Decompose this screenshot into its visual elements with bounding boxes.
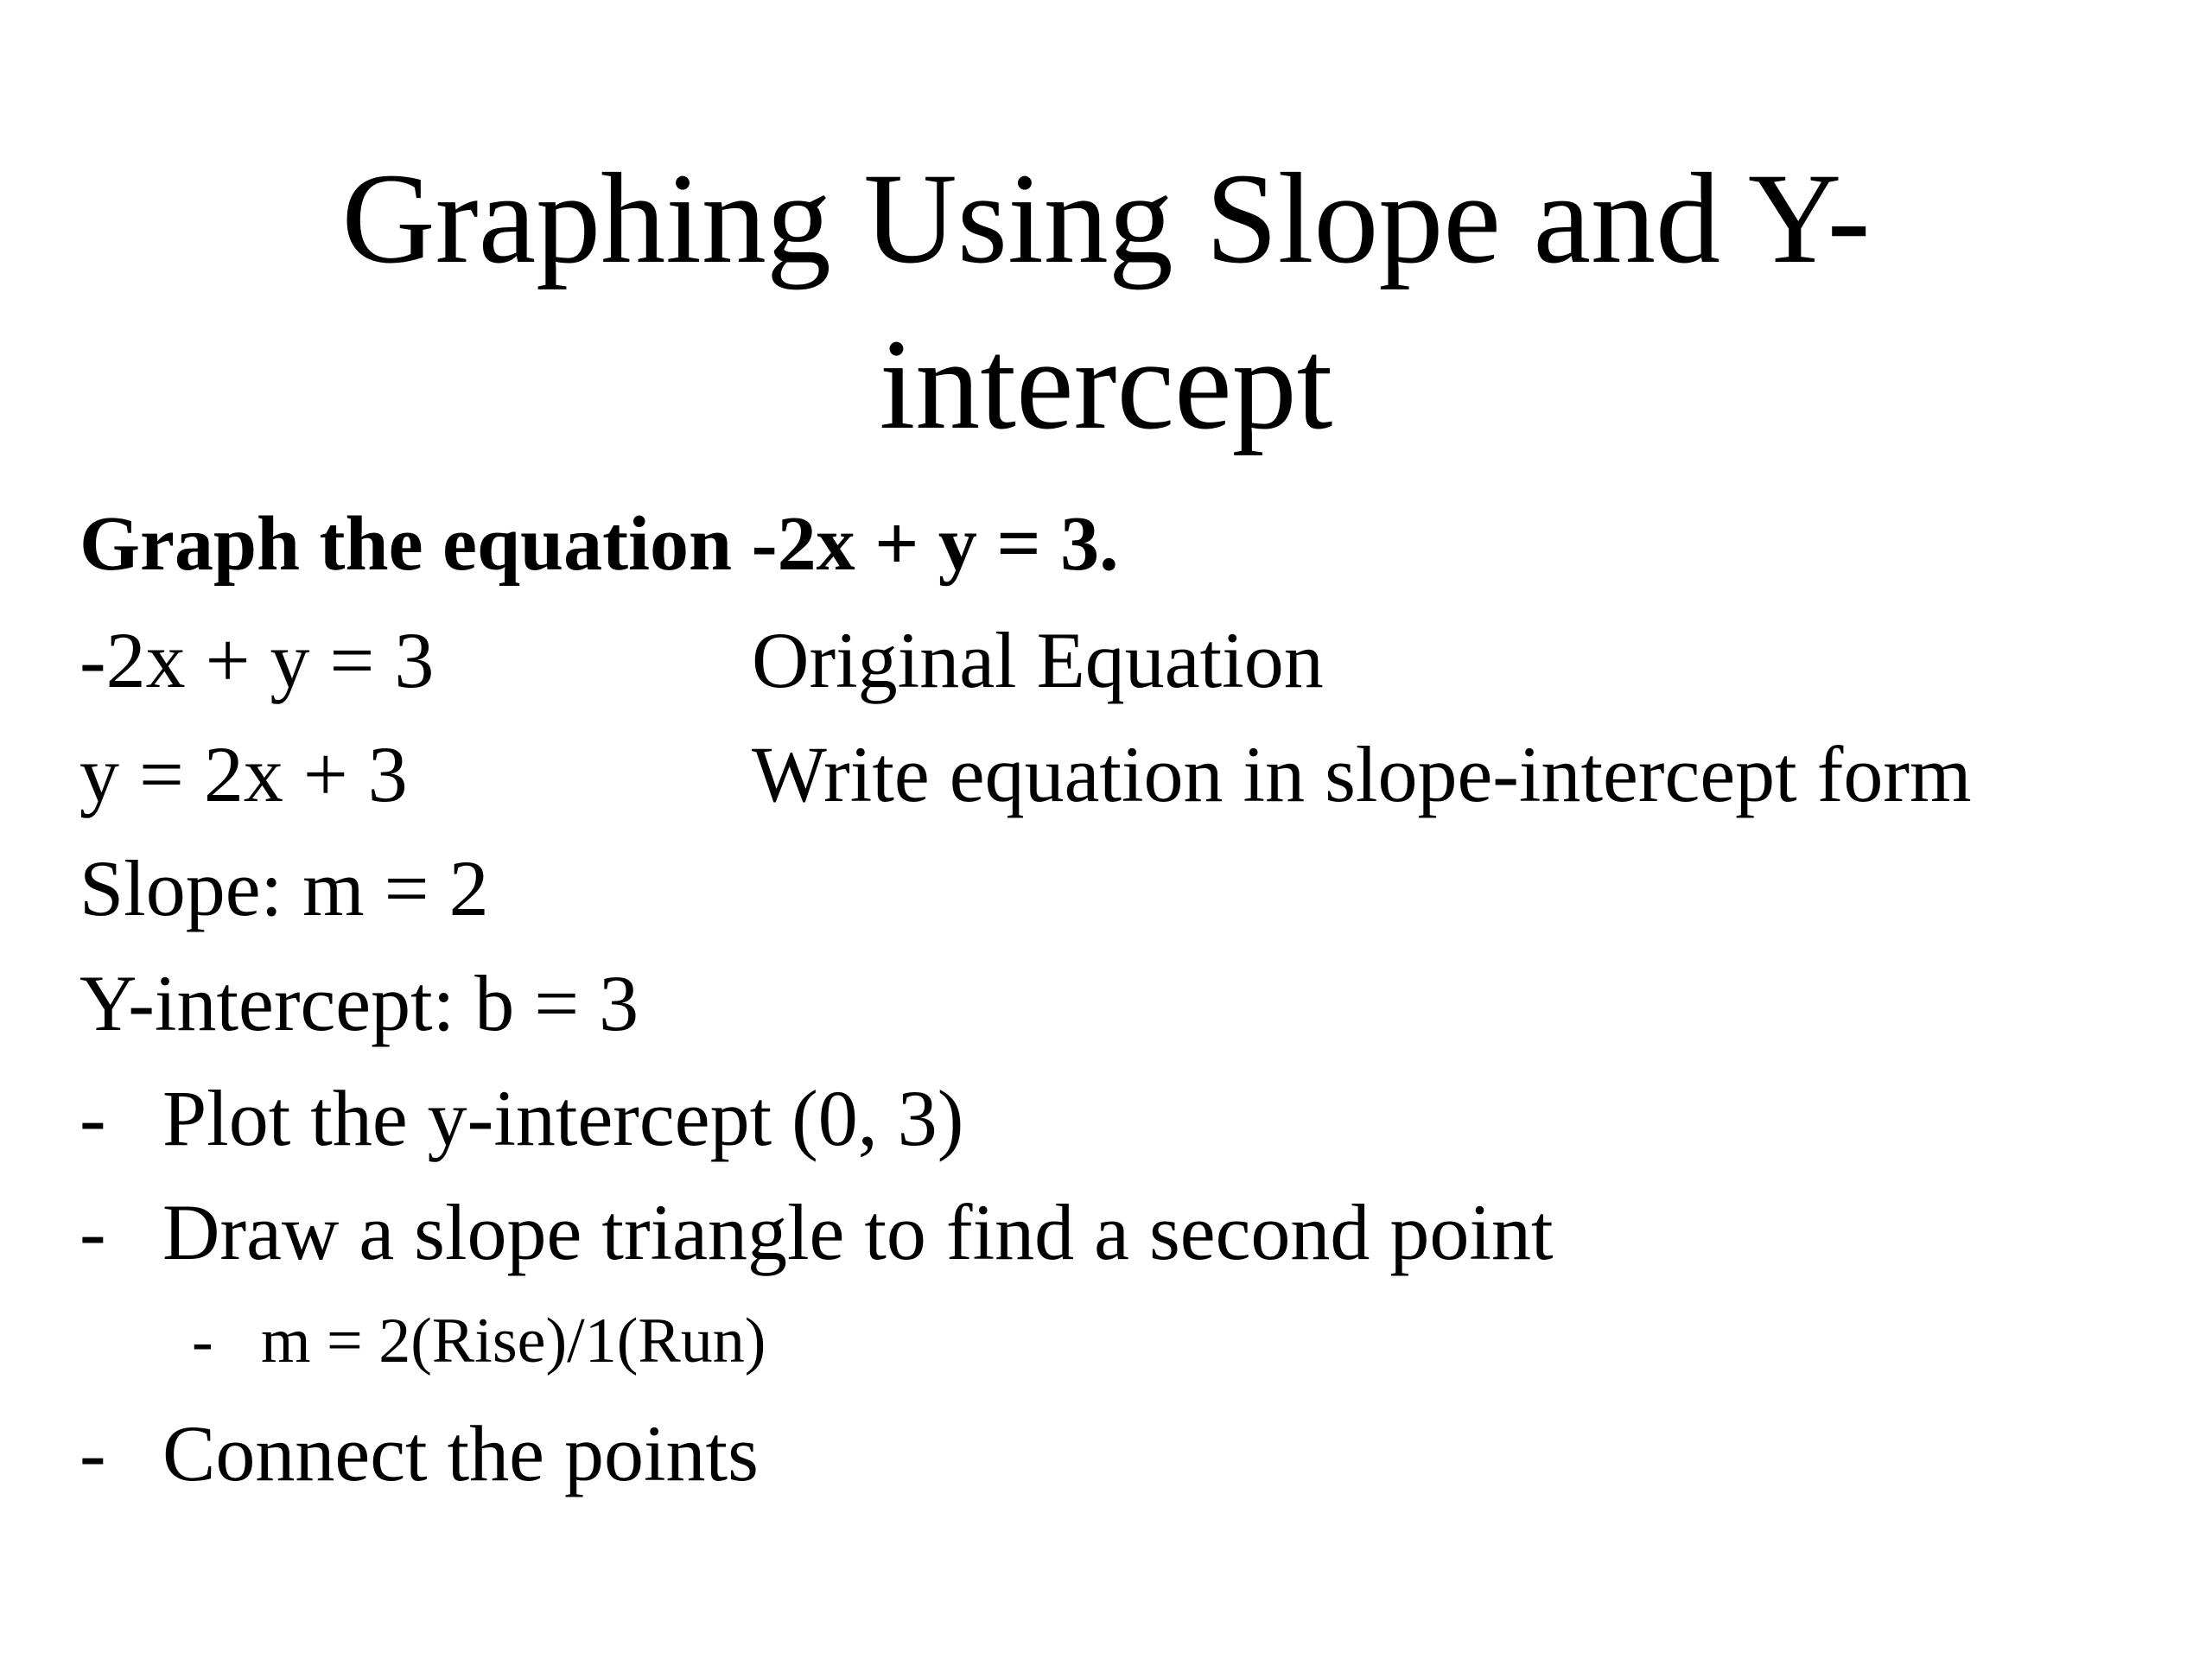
bullet-marker: - <box>79 1409 106 1497</box>
slope-intercept-equation: y = 2x + 3 <box>79 730 408 818</box>
slide-title-line-2: intercept <box>879 313 1333 456</box>
bullet-marker: - <box>79 1074 106 1162</box>
sub-bullet-rise-run: m = 2(Rise)/1(Run) <box>261 1306 766 1376</box>
original-equation-note: Original Equation <box>752 616 1324 704</box>
bullet-slope-triangle: Draw a slope triangle to find a second point <box>162 1188 1554 1276</box>
y-intercept-value: Y-intercept: b = 3 <box>79 959 639 1047</box>
slide-title-line-1: Graphing Using Slope and Y- <box>341 147 1871 290</box>
original-equation: -2x + y = 3 <box>79 616 435 704</box>
bullet-connect-points: Connect the points <box>162 1409 759 1497</box>
problem-heading: Graph the equation -2x + y = 3. <box>79 501 1119 587</box>
slope-intercept-note: Write equation in slope-intercept form <box>752 730 1972 818</box>
bullet-plot-intercept: Plot the y-intercept (0, 3) <box>162 1074 964 1162</box>
sub-bullet-marker: - <box>192 1306 213 1376</box>
bullet-marker: - <box>79 1188 106 1276</box>
slope-value: Slope: m = 2 <box>79 844 489 932</box>
